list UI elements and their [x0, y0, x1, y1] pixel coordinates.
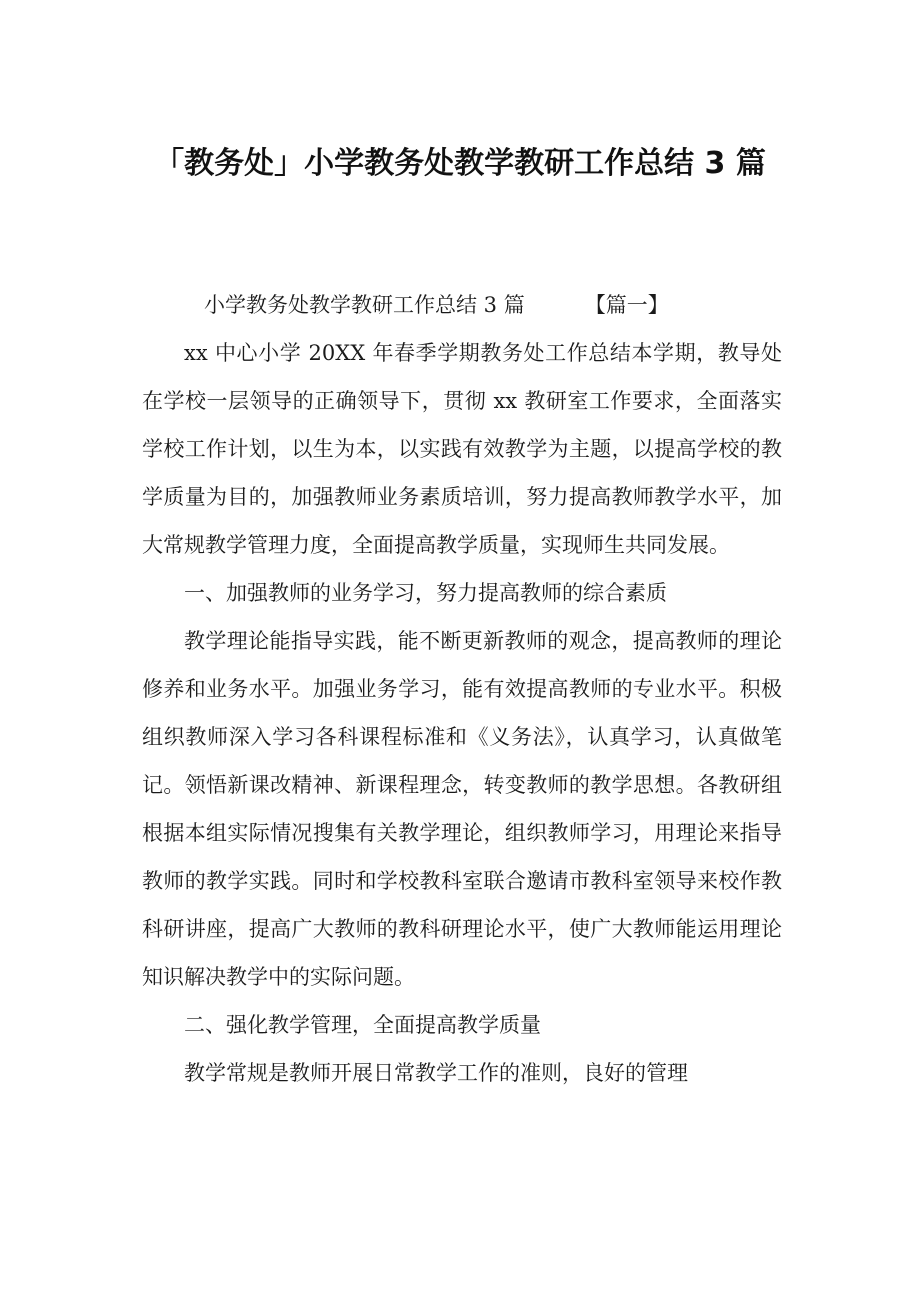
paragraph-section-2: 教学常规是教师开展日常教学工作的准则，良好的管理	[184, 1061, 688, 1085]
section-tag: 【篇一】	[584, 293, 669, 317]
document-body	[142, 281, 782, 1097]
document-subtitle: 小学教务处教学教研工作总结 3 篇	[204, 293, 525, 317]
section-heading-1: 一、加强教师的业务学习，努力提高教师的综合素质	[184, 581, 667, 605]
section-heading-2: 二、强化教学管理，全面提高教学质量	[184, 1013, 541, 1037]
paragraph-intro: xx 中心小学 20XX 年春季学期教务处工作总结本学期，教导处在学校一层领导的正确领导下，贯彻 xx 教研室工作要求，全面落实学校工作计划，以生为本，以实践有效教学为主题，以提高学校的教学质量为目的，加强教师业务素质培训，努力提高教师教学水平，加大常规教学管理力度，全面提高教学质量，实现师生共同发展。	[142, 341, 782, 557]
document-title: 「教务处」小学教务处教学教研工作总结 3 篇	[154, 146, 766, 181]
subtitle-line	[142, 281, 782, 329]
paragraph-section-1: 教学理论能指导实践，能不断更新教师的观念，提高教师的理论修养和业务水平。加强业务学习，能有效提高教师的专业水平。积极组织教师深入学习各科课程标准和《义务法》，认真学习，认真做笔记。领悟新课改精神、新课程理念，转变教师的教学思想。各教研组根据本组实际情况搜集有关教学理论，组织教师学习，用理论来指导教师的教学实践。同时和学校教科室联合邀请市教科室领导来校作教科研讲座，提高广大教师的教科研理论水平，使广大教师能运用理论知识解决教学中的实际问题。	[142, 629, 782, 989]
